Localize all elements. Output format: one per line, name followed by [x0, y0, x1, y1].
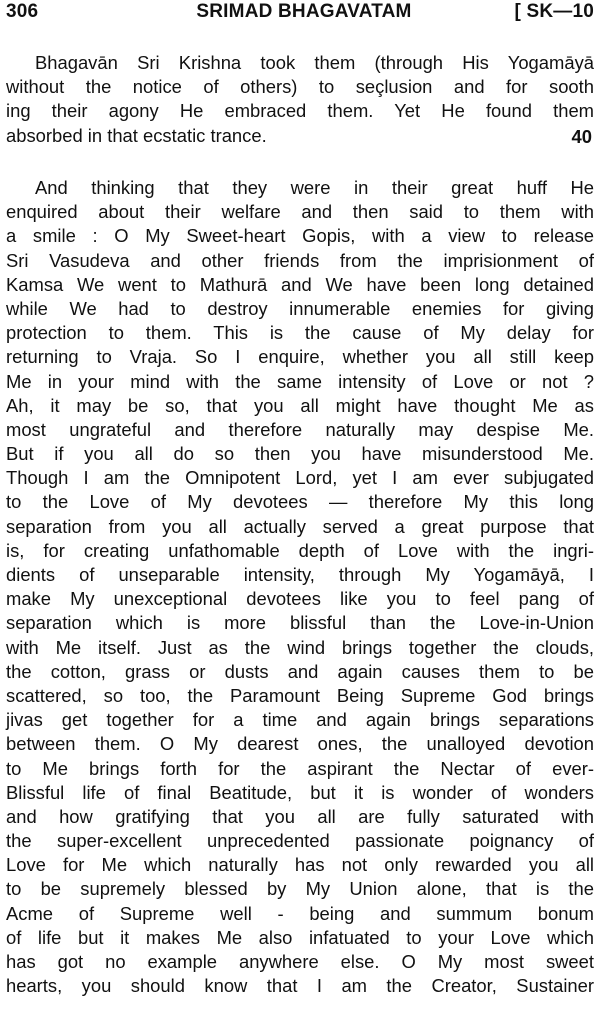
text-line: to the Love of My devotees — therefore My this long	[6, 491, 594, 513]
text-line: Ah, it may be so, that you all might have thought Me as	[6, 394, 594, 416]
text-line: Kamsa We went to Mathurā and We have been long detained	[6, 273, 594, 295]
text-line: while We had to destroy innumerable enemies for giving	[6, 297, 594, 319]
text-line: protection to them. This is the cause of My delay for	[6, 322, 594, 344]
text-line: between them. O My dearest ones, the unalloyed devotion	[6, 733, 594, 755]
text-line: separation which is more blissful than the Love-in-Union	[6, 612, 594, 634]
text-line: of life but it makes Me also infatuated to your Love which	[6, 926, 594, 948]
paragraph-main	[6, 176, 594, 998]
text-line: Me in your mind with the same intensity of Love or not ?	[6, 370, 594, 392]
text-line: Acme of Supreme well - being and summum bonum	[6, 902, 594, 924]
verse-number: 40	[571, 126, 592, 147]
text-line: separation from you all actually served a great purpose that	[6, 515, 594, 537]
text-line: ing their agony He embraced them. Yet He found them	[6, 100, 594, 122]
text-line: has got no example anywhere else. O My most sweet	[6, 951, 594, 972]
page-number: 306	[6, 1, 39, 22]
text-line: Bhagavān Sri Krishna took them (through His Yogamāyā	[35, 52, 594, 73]
text-line: Sri Vasudeva and other friends from the imprisionment of	[6, 249, 594, 271]
text-line: And thinking that they were in their great huff He	[35, 177, 594, 198]
text-line: to Me brings forth for the aspirant the Nectar of ever-	[6, 757, 594, 779]
text-line: hearts, you should know that I am the Creator, Sustainer	[6, 975, 594, 997]
text-line: Though I am the Omnipotent Lord, yet I am ever subjugated	[6, 467, 594, 489]
text-line: most ungrateful and therefore naturally may despise Me.	[6, 418, 594, 440]
text-line: is, for creating unfathomable depth of Love with the ingri-	[6, 539, 594, 561]
text-line: jivas get together for a time and again brings separations	[6, 709, 594, 731]
text-line: without the notice of others) to seçlusion and for sooth	[6, 76, 594, 98]
text-line: make My unexceptional devotees like you to feel pang of	[6, 588, 594, 610]
running-header	[6, 1, 594, 27]
text-line: with Me itself. Just as the wind brings together the clouds,	[6, 636, 594, 658]
text-line: Blissful life of final Beatitude, but it is wonder of wonders	[6, 781, 594, 803]
text-line: But if you all do so then you have misunderstood Me.	[6, 443, 594, 465]
text-line: the super-excellent unprecedented passionate poignancy of	[6, 830, 594, 852]
text-line: returning to Vraja. So I enquire, whether you all still keep	[6, 346, 594, 368]
text-line: absorbed in that ecstatic trance.	[6, 124, 267, 146]
book-title: SRIMAD BHAGAVATAM	[196, 1, 412, 22]
paragraph-verse-40	[6, 51, 594, 148]
text-line: scattered, so too, the Paramount Being Supreme God brings	[6, 684, 594, 706]
text-line: to be supremely blessed by My Union alone, that is the	[6, 878, 594, 900]
section-label: [ SK—10	[514, 1, 594, 22]
text-line: Love for Me which naturally has not only rewarded you all	[6, 854, 594, 876]
text-line: a smile : O My Sweet-heart Gopis, with a view to release	[6, 225, 594, 247]
text-line: dients of unseparable intensity, through My Yogamāyā, I	[6, 564, 594, 585]
text-line: and how gratifying that you all are fully saturated with	[6, 805, 594, 827]
text-line: the cotton, grass or dusts and again causes them to be	[6, 660, 594, 682]
text-line: enquired about their welfare and then said to them with	[6, 201, 594, 223]
